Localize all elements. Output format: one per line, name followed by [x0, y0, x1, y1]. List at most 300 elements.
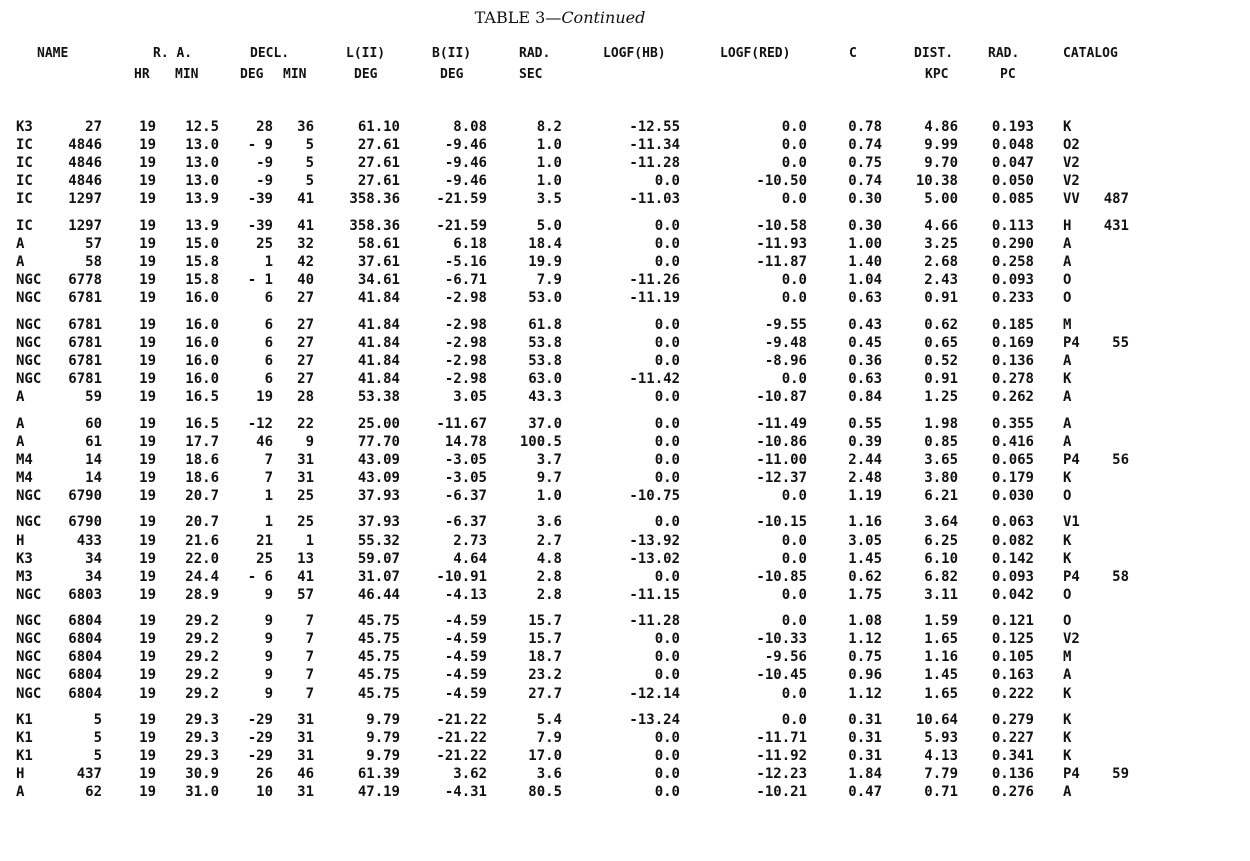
cell-dist-kpc: 1.65 — [924, 685, 958, 702]
cell-l-ii: 41.84 — [357, 290, 400, 307]
cell-b-ii: -9.46 — [444, 155, 487, 172]
cell-b-ii: -9.46 — [444, 173, 487, 190]
cell-rad-sec: 27.7 — [528, 685, 562, 702]
cell-dist-kpc: 1.59 — [924, 613, 958, 630]
cell-rad-pc: 0.113 — [991, 217, 1034, 234]
cell-l-ii: 41.84 — [357, 370, 400, 387]
cell-b-ii: -9.46 — [444, 137, 487, 154]
cell-dist-kpc: 1.45 — [924, 667, 958, 684]
table-row — [0, 253, 1250, 271]
cell-rad-sec: 61.8 — [528, 316, 562, 333]
table-number: TABLE 3 — [474, 8, 546, 27]
cell-rad-pc: 0.258 — [991, 254, 1034, 270]
cell-ra-hr: 19 — [139, 667, 156, 684]
cell-catalog-code: O — [1063, 272, 1072, 288]
table-row — [0, 415, 1250, 433]
cell-catalog-code: O — [1063, 613, 1072, 630]
cell-decl-deg: 9 — [264, 613, 273, 630]
cell-b-ii: 3.62 — [453, 766, 487, 783]
cell-rad-pc: 0.185 — [991, 316, 1034, 333]
cell-rad-sec: 5.4 — [536, 712, 562, 729]
cell-catalog-code: VV — [1063, 191, 1080, 208]
cell-catalog-prefix: K1 — [16, 748, 33, 765]
cell-logf-red: -11.93 — [756, 235, 807, 252]
cell-logf-red: 0.0 — [781, 487, 807, 504]
cell-catalog-code: K — [1063, 748, 1072, 765]
cell-dist-kpc: 9.99 — [924, 137, 958, 154]
cell-catalog-number: 34 — [85, 550, 102, 567]
cell-dist-kpc: 3.25 — [924, 235, 958, 252]
cell-catalog-code: A — [1063, 254, 1072, 270]
cell-ra-min: 13.0 — [185, 173, 219, 190]
cell-logf-red: -10.33 — [756, 631, 807, 648]
table-row — [0, 568, 1250, 586]
cell-b-ii: -6.71 — [444, 272, 487, 288]
cell-c: 0.78 — [848, 119, 882, 135]
cell-logf-hb: 0.0 — [654, 415, 680, 432]
table-row — [0, 532, 1250, 550]
cell-logf-hb: 0.0 — [654, 730, 680, 747]
cell-catalog-prefix: NGC — [16, 352, 42, 369]
cell-ra-min: 16.0 — [185, 290, 219, 307]
cell-logf-red: -10.86 — [756, 433, 807, 450]
cell-c: 1.45 — [848, 550, 882, 567]
cell-b-ii: -6.37 — [444, 514, 487, 531]
cell-l-ii: 47.19 — [357, 784, 400, 801]
cell-rad-pc: 0.042 — [991, 586, 1034, 603]
cell-c: 0.55 — [848, 415, 882, 432]
cell-logf-red: -10.50 — [756, 173, 807, 190]
cell-rad-pc: 0.163 — [991, 667, 1034, 684]
cell-logf-hb: -11.26 — [629, 272, 680, 288]
cell-decl-deg: 25 — [256, 235, 273, 252]
cell-rad-sec: 2.8 — [536, 568, 562, 585]
cell-catalog-ref: 487 — [1103, 191, 1129, 208]
cell-rad-pc: 0.416 — [991, 433, 1034, 450]
cell-logf-hb: -11.03 — [629, 191, 680, 208]
cell-logf-hb: 0.0 — [654, 748, 680, 765]
cell-decl-min: 9 — [305, 433, 314, 450]
cell-ra-min: 17.7 — [185, 433, 219, 450]
table-continued-label: Continued — [561, 8, 646, 27]
cell-ra-min: 31.0 — [185, 784, 219, 801]
cell-catalog-prefix: NGC — [16, 487, 42, 504]
cell-rad-pc: 0.355 — [991, 415, 1034, 432]
cell-catalog-code: V2 — [1063, 155, 1080, 172]
cell-dist-kpc: 0.85 — [924, 433, 958, 450]
cell-decl-deg: 9 — [264, 631, 273, 648]
cell-ra-hr: 19 — [139, 730, 156, 747]
header-pc: PC — [1000, 67, 1016, 82]
cell-catalog-number: 6781 — [68, 316, 102, 333]
cell-catalog-code: V2 — [1063, 173, 1080, 190]
cell-rad-sec: 2.8 — [536, 586, 562, 603]
cell-l-ii: 27.61 — [357, 155, 400, 172]
header-bii: B(II) — [432, 46, 472, 61]
table-row — [0, 747, 1250, 765]
cell-rad-sec: 100.5 — [519, 433, 562, 450]
cell-catalog-number: 4846 — [68, 137, 102, 154]
cell-rad-pc: 0.105 — [991, 649, 1034, 666]
cell-l-ii: 41.84 — [357, 316, 400, 333]
cell-ra-min: 21.6 — [185, 532, 219, 549]
cell-c: 0.45 — [848, 334, 882, 351]
cell-logf-hb: -11.42 — [629, 370, 680, 387]
cell-catalog-code: M — [1063, 316, 1072, 333]
cell-b-ii: -4.31 — [444, 784, 487, 801]
cell-decl-deg: 19 — [256, 388, 273, 405]
cell-rad-sec: 63.0 — [528, 370, 562, 387]
cell-logf-hb: 0.0 — [654, 217, 680, 234]
cell-l-ii: 43.09 — [357, 451, 400, 468]
cell-b-ii: -10.91 — [436, 568, 487, 585]
cell-dist-kpc: 0.52 — [924, 352, 958, 369]
cell-logf-red: -10.87 — [756, 388, 807, 405]
table-row — [0, 118, 1250, 136]
cell-catalog-prefix: IC — [16, 137, 33, 154]
cell-ra-hr: 19 — [139, 766, 156, 783]
cell-catalog-number: 6804 — [68, 685, 102, 702]
cell-ra-min: 29.2 — [185, 631, 219, 648]
cell-rad-pc: 0.290 — [991, 235, 1034, 252]
cell-ra-min: 13.0 — [185, 155, 219, 172]
cell-b-ii: -2.98 — [444, 352, 487, 369]
cell-ra-min: 20.7 — [185, 514, 219, 531]
cell-l-ii: 45.75 — [357, 631, 400, 648]
cell-c: 2.44 — [848, 451, 882, 468]
cell-rad-pc: 0.222 — [991, 685, 1034, 702]
cell-catalog-number: 5 — [93, 730, 102, 747]
cell-ra-min: 13.9 — [185, 191, 219, 208]
cell-logf-hb: -12.14 — [629, 685, 680, 702]
cell-decl-deg: 1 — [264, 254, 273, 270]
cell-c: 1.00 — [848, 235, 882, 252]
cell-decl-min: 25 — [297, 487, 314, 504]
cell-catalog-number: 57 — [85, 235, 102, 252]
cell-logf-hb: 0.0 — [654, 514, 680, 531]
cell-decl-min: 27 — [297, 352, 314, 369]
cell-decl-deg: 9 — [264, 649, 273, 666]
cell-catalog-prefix: H — [16, 532, 25, 549]
cell-ra-min: 15.8 — [185, 272, 219, 288]
cell-logf-hb: -11.28 — [629, 613, 680, 630]
cell-rad-pc: 0.093 — [991, 272, 1034, 288]
cell-decl-min: 7 — [305, 631, 314, 648]
cell-logf-red: 0.0 — [781, 370, 807, 387]
cell-catalog-number: 6804 — [68, 667, 102, 684]
cell-catalog-number: 6781 — [68, 370, 102, 387]
cell-ra-hr: 19 — [139, 433, 156, 450]
cell-rad-pc: 0.050 — [991, 173, 1034, 190]
cell-catalog-code: P4 — [1063, 334, 1080, 351]
cell-ra-min: 28.9 — [185, 586, 219, 603]
cell-logf-red: 0.0 — [781, 550, 807, 567]
cell-dist-kpc: 3.11 — [924, 586, 958, 603]
cell-logf-red: 0.0 — [781, 532, 807, 549]
cell-logf-hb: 0.0 — [654, 388, 680, 405]
cell-catalog-prefix: A — [16, 433, 25, 450]
header-rad-pc: RAD. — [988, 46, 1020, 61]
cell-catalog-number: 1297 — [68, 217, 102, 234]
cell-ra-min: 30.9 — [185, 766, 219, 783]
cell-ra-hr: 19 — [139, 487, 156, 504]
cell-catalog-code: K — [1063, 119, 1072, 135]
table-title — [0, 8, 1120, 27]
cell-decl-min: 31 — [297, 784, 314, 801]
cell-rad-sec: 17.0 — [528, 748, 562, 765]
table-row — [0, 352, 1250, 370]
cell-catalog-prefix: IC — [16, 191, 33, 208]
cell-rad-pc: 0.082 — [991, 532, 1034, 549]
cell-ra-min: 29.3 — [185, 730, 219, 747]
cell-catalog-number: 4846 — [68, 173, 102, 190]
cell-ra-hr: 19 — [139, 586, 156, 603]
cell-logf-hb: -11.34 — [629, 137, 680, 154]
cell-decl-min: 7 — [305, 667, 314, 684]
cell-decl-min: 7 — [305, 685, 314, 702]
cell-logf-hb: 0.0 — [654, 631, 680, 648]
cell-ra-hr: 19 — [139, 568, 156, 585]
cell-catalog-prefix: IC — [16, 217, 33, 234]
cell-rad-sec: 37.0 — [528, 415, 562, 432]
cell-logf-red: 0.0 — [781, 613, 807, 630]
cell-catalog-code: M — [1063, 649, 1072, 666]
cell-decl-deg: 1 — [264, 514, 273, 531]
cell-l-ii: 9.79 — [366, 712, 400, 729]
cell-rad-sec: 53.0 — [528, 290, 562, 307]
cell-logf-red: 0.0 — [781, 119, 807, 135]
cell-logf-hb: -13.02 — [629, 550, 680, 567]
cell-catalog-code: P4 — [1063, 568, 1080, 585]
cell-c: 1.75 — [848, 586, 882, 603]
cell-catalog-code: V1 — [1063, 514, 1080, 531]
cell-c: 1.04 — [848, 272, 882, 288]
cell-ra-hr: 19 — [139, 649, 156, 666]
cell-dist-kpc: 6.25 — [924, 532, 958, 549]
cell-decl-min: 41 — [297, 568, 314, 585]
cell-decl-deg: -9 — [256, 173, 273, 190]
cell-logf-red: -11.49 — [756, 415, 807, 432]
cell-catalog-code: K — [1063, 469, 1072, 486]
cell-catalog-number: 59 — [85, 388, 102, 405]
cell-logf-red: 0.0 — [781, 290, 807, 307]
cell-c: 0.63 — [848, 290, 882, 307]
cell-l-ii: 45.75 — [357, 667, 400, 684]
cell-dist-kpc: 1.25 — [924, 388, 958, 405]
cell-ra-hr: 19 — [139, 290, 156, 307]
cell-b-ii: 4.64 — [453, 550, 487, 567]
cell-rad-sec: 18.4 — [528, 235, 562, 252]
cell-decl-deg: 6 — [264, 316, 273, 333]
table-row — [0, 648, 1250, 666]
cell-l-ii: 45.75 — [357, 649, 400, 666]
cell-b-ii: 8.08 — [453, 119, 487, 135]
header-deg: DEG — [240, 67, 264, 82]
cell-catalog-prefix: M4 — [16, 451, 33, 468]
table-row — [0, 783, 1250, 801]
cell-decl-deg: 26 — [256, 766, 273, 783]
cell-c: 0.62 — [848, 568, 882, 585]
cell-decl-min: 36 — [297, 119, 314, 135]
cell-decl-min: 31 — [297, 469, 314, 486]
cell-catalog-number: 6781 — [68, 290, 102, 307]
cell-decl-deg: 21 — [256, 532, 273, 549]
cell-rad-sec: 3.5 — [536, 191, 562, 208]
header-decl: DECL. — [250, 46, 290, 61]
table-row — [0, 289, 1250, 307]
cell-rad-sec: 3.6 — [536, 514, 562, 531]
cell-logf-hb: 0.0 — [654, 667, 680, 684]
cell-rad-sec: 53.8 — [528, 352, 562, 369]
cell-catalog-code: K — [1063, 685, 1072, 702]
cell-catalog-number: 61 — [85, 433, 102, 450]
cell-c: 0.63 — [848, 370, 882, 387]
cell-decl-deg: -29 — [247, 748, 273, 765]
cell-ra-min: 29.2 — [185, 685, 219, 702]
cell-logf-red: 0.0 — [781, 685, 807, 702]
header-hr: HR — [134, 67, 150, 82]
cell-logf-red: 0.0 — [781, 272, 807, 288]
cell-ra-hr: 19 — [139, 173, 156, 190]
table-row — [0, 685, 1250, 703]
table-row — [0, 316, 1250, 334]
cell-logf-hb: -13.92 — [629, 532, 680, 549]
cell-catalog-code: O — [1063, 290, 1072, 307]
cell-ra-hr: 19 — [139, 217, 156, 234]
table-row — [0, 334, 1250, 352]
cell-decl-min: 27 — [297, 370, 314, 387]
cell-ra-min: 18.6 — [185, 469, 219, 486]
cell-logf-hb: 0.0 — [654, 254, 680, 270]
header-c: C — [849, 46, 857, 61]
cell-logf-red: -8.96 — [764, 352, 807, 369]
header-catalog: CATALOG — [1063, 46, 1118, 61]
cell-logf-red: -11.00 — [756, 451, 807, 468]
cell-l-ii: 53.38 — [357, 388, 400, 405]
cell-l-ii: 59.07 — [357, 550, 400, 567]
cell-b-ii: -21.22 — [436, 748, 487, 765]
table-row — [0, 190, 1250, 208]
cell-l-ii: 55.32 — [357, 532, 400, 549]
cell-catalog-code: A — [1063, 235, 1072, 252]
cell-ra-hr: 19 — [139, 119, 156, 135]
cell-catalog-code: K — [1063, 712, 1072, 729]
cell-catalog-ref: 58 — [1112, 568, 1129, 585]
cell-catalog-code: K — [1063, 370, 1072, 387]
cell-rad-pc: 0.227 — [991, 730, 1034, 747]
cell-decl-min: 31 — [297, 748, 314, 765]
cell-catalog-code: V2 — [1063, 631, 1080, 648]
cell-ra-hr: 19 — [139, 415, 156, 432]
cell-ra-hr: 19 — [139, 451, 156, 468]
cell-dist-kpc: 1.98 — [924, 415, 958, 432]
cell-decl-min: 5 — [305, 173, 314, 190]
cell-logf-red: -10.58 — [756, 217, 807, 234]
cell-ra-min: 29.3 — [185, 748, 219, 765]
cell-catalog-prefix: K3 — [16, 550, 33, 567]
cell-ra-hr: 19 — [139, 748, 156, 765]
cell-c: 3.05 — [848, 532, 882, 549]
cell-ra-min: 29.3 — [185, 712, 219, 729]
cell-logf-red: 0.0 — [781, 586, 807, 603]
cell-catalog-prefix: NGC — [16, 667, 42, 684]
cell-rad-pc: 0.065 — [991, 451, 1034, 468]
cell-dist-kpc: 9.70 — [924, 155, 958, 172]
table-row — [0, 172, 1250, 190]
cell-c: 0.96 — [848, 667, 882, 684]
cell-dist-kpc: 1.65 — [924, 631, 958, 648]
cell-ra-hr: 19 — [139, 469, 156, 486]
column-header-row-1 — [0, 45, 1250, 63]
cell-catalog-code: O — [1063, 586, 1072, 603]
cell-catalog-code: O — [1063, 487, 1072, 504]
cell-l-ii: 58.61 — [357, 235, 400, 252]
cell-catalog-number: 6781 — [68, 334, 102, 351]
cell-ra-hr: 19 — [139, 712, 156, 729]
cell-logf-hb: 0.0 — [654, 316, 680, 333]
cell-rad-sec: 1.0 — [536, 137, 562, 154]
cell-decl-min: 5 — [305, 155, 314, 172]
table-row — [0, 513, 1250, 531]
cell-rad-sec: 9.7 — [536, 469, 562, 486]
cell-decl-deg: 7 — [264, 451, 273, 468]
cell-dist-kpc: 6.10 — [924, 550, 958, 567]
cell-ra-min: 16.0 — [185, 316, 219, 333]
cell-l-ii: 27.61 — [357, 173, 400, 190]
cell-rad-sec: 3.6 — [536, 766, 562, 783]
cell-decl-min: 13 — [297, 550, 314, 567]
cell-b-ii: 6.18 — [453, 235, 487, 252]
cell-decl-min: 5 — [305, 137, 314, 154]
cell-decl-deg: - 9 — [247, 137, 273, 154]
cell-l-ii: 358.36 — [349, 191, 400, 208]
cell-logf-red: -12.23 — [756, 766, 807, 783]
cell-catalog-ref: 431 — [1103, 217, 1129, 234]
cell-catalog-prefix: A — [16, 415, 25, 432]
cell-dist-kpc: 7.79 — [924, 766, 958, 783]
cell-logf-hb: 0.0 — [654, 451, 680, 468]
cell-catalog-ref: 59 — [1112, 766, 1129, 783]
cell-ra-hr: 19 — [139, 155, 156, 172]
cell-dist-kpc: 1.16 — [924, 649, 958, 666]
cell-decl-deg: -29 — [247, 730, 273, 747]
cell-catalog-prefix: NGC — [16, 370, 42, 387]
cell-decl-deg: 9 — [264, 667, 273, 684]
cell-l-ii: 37.93 — [357, 487, 400, 504]
cell-ra-hr: 19 — [139, 388, 156, 405]
cell-dist-kpc: 3.64 — [924, 514, 958, 531]
cell-logf-hb: -11.28 — [629, 155, 680, 172]
cell-catalog-prefix: NGC — [16, 649, 42, 666]
cell-logf-hb: -10.75 — [629, 487, 680, 504]
cell-catalog-code: P4 — [1063, 766, 1080, 783]
cell-rad-pc: 0.136 — [991, 766, 1034, 783]
cell-l-ii: 9.79 — [366, 730, 400, 747]
cell-c: 1.16 — [848, 514, 882, 531]
cell-b-ii: -21.22 — [436, 730, 487, 747]
cell-ra-min: 29.2 — [185, 613, 219, 630]
cell-l-ii: 41.84 — [357, 334, 400, 351]
cell-l-ii: 27.61 — [357, 137, 400, 154]
cell-rad-sec: 5.0 — [536, 217, 562, 234]
cell-logf-red: -10.15 — [756, 514, 807, 531]
cell-dist-kpc: 3.80 — [924, 469, 958, 486]
cell-c: 1.84 — [848, 766, 882, 783]
cell-catalog-number: 6790 — [68, 487, 102, 504]
cell-catalog-prefix: NGC — [16, 586, 42, 603]
header-l-deg: DEG — [354, 67, 378, 82]
cell-rad-pc: 0.136 — [991, 352, 1034, 369]
